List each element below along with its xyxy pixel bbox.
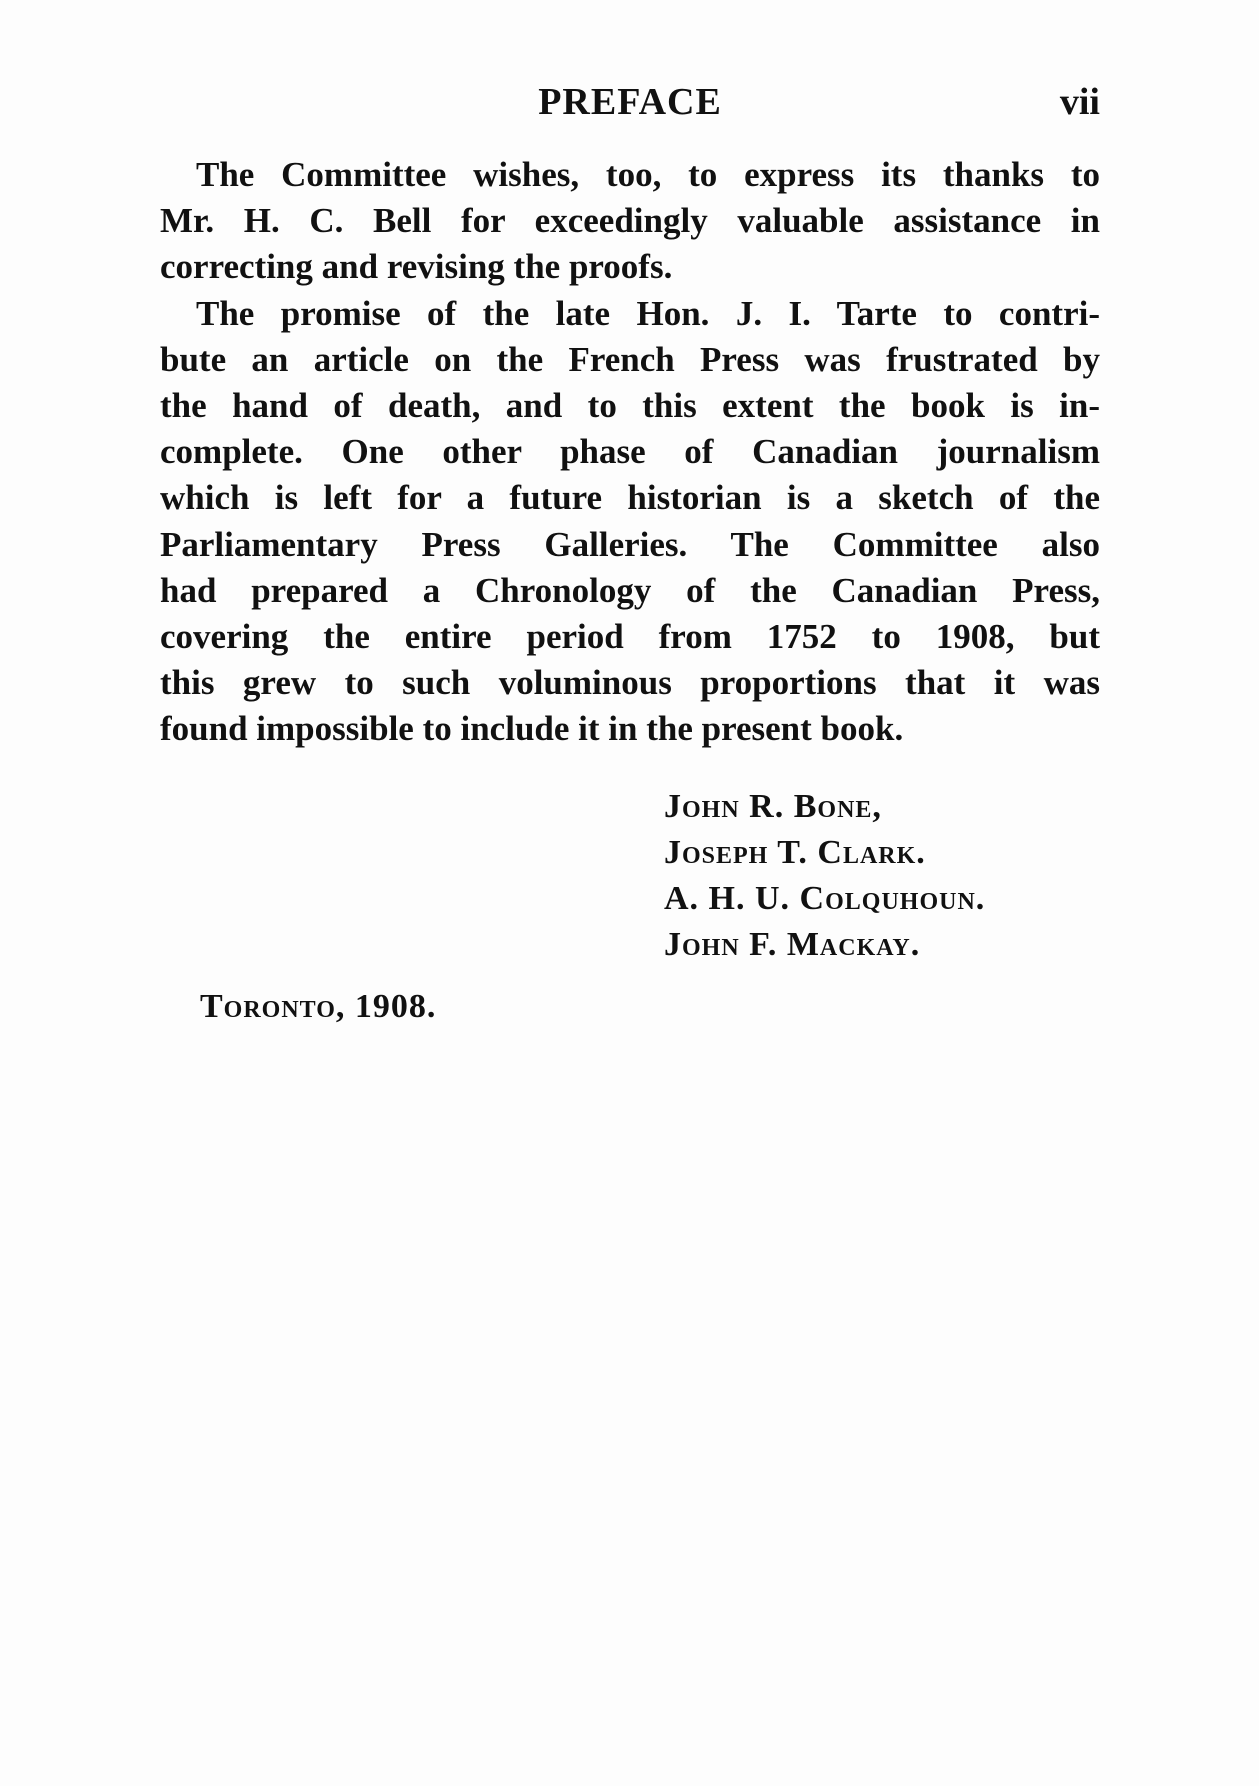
text-line: The Committee wishes, too, to express its thanks to <box>196 155 1100 194</box>
text-line: the hand of death, and to this extent the book is in- <box>160 386 1100 426</box>
text-line: covering the entire period from 1752 to 1908, but <box>160 617 1100 657</box>
text-line: Parliamentary Press Galleries. The Committee also <box>160 524 1100 564</box>
text-line: correcting and revising the proofs. <box>160 247 673 287</box>
text-line: complete. One other phase of Canadian journalism <box>160 432 1100 472</box>
text-line: found impossible to include it in the present book. <box>160 709 904 749</box>
text-line: The promise of the late Hon. J. I. Tarte to contri- <box>196 293 1100 333</box>
paragraph <box>160 152 1100 291</box>
place-date: Toronto, 1908. <box>200 988 437 1025</box>
text-line: had prepared a Chronology of the Canadian Press, <box>160 570 1100 610</box>
signatory-name: Joseph T. Clark. <box>664 834 926 871</box>
text-line: Mr. H. C. Bell for exceedingly valuable assistance in <box>160 201 1100 241</box>
signatures <box>664 784 985 968</box>
page-title: PREFACE <box>538 81 722 123</box>
signatory-name: John F. Mackay. <box>664 926 921 963</box>
signatory-name: A. H. U. Colquhoun. <box>664 880 986 917</box>
text-line: bute an article on the French Press was frustrated by <box>160 339 1100 379</box>
paragraph <box>160 291 1100 753</box>
page-number: vii <box>1059 81 1100 123</box>
preface-body <box>160 152 1100 753</box>
text-line: this grew to such voluminous proportions that it was <box>160 663 1100 703</box>
running-head <box>160 80 1100 130</box>
text-line: which is left for a future historian is a sketch of the <box>160 478 1100 518</box>
signatory-name: John R. Bone, <box>664 788 882 825</box>
